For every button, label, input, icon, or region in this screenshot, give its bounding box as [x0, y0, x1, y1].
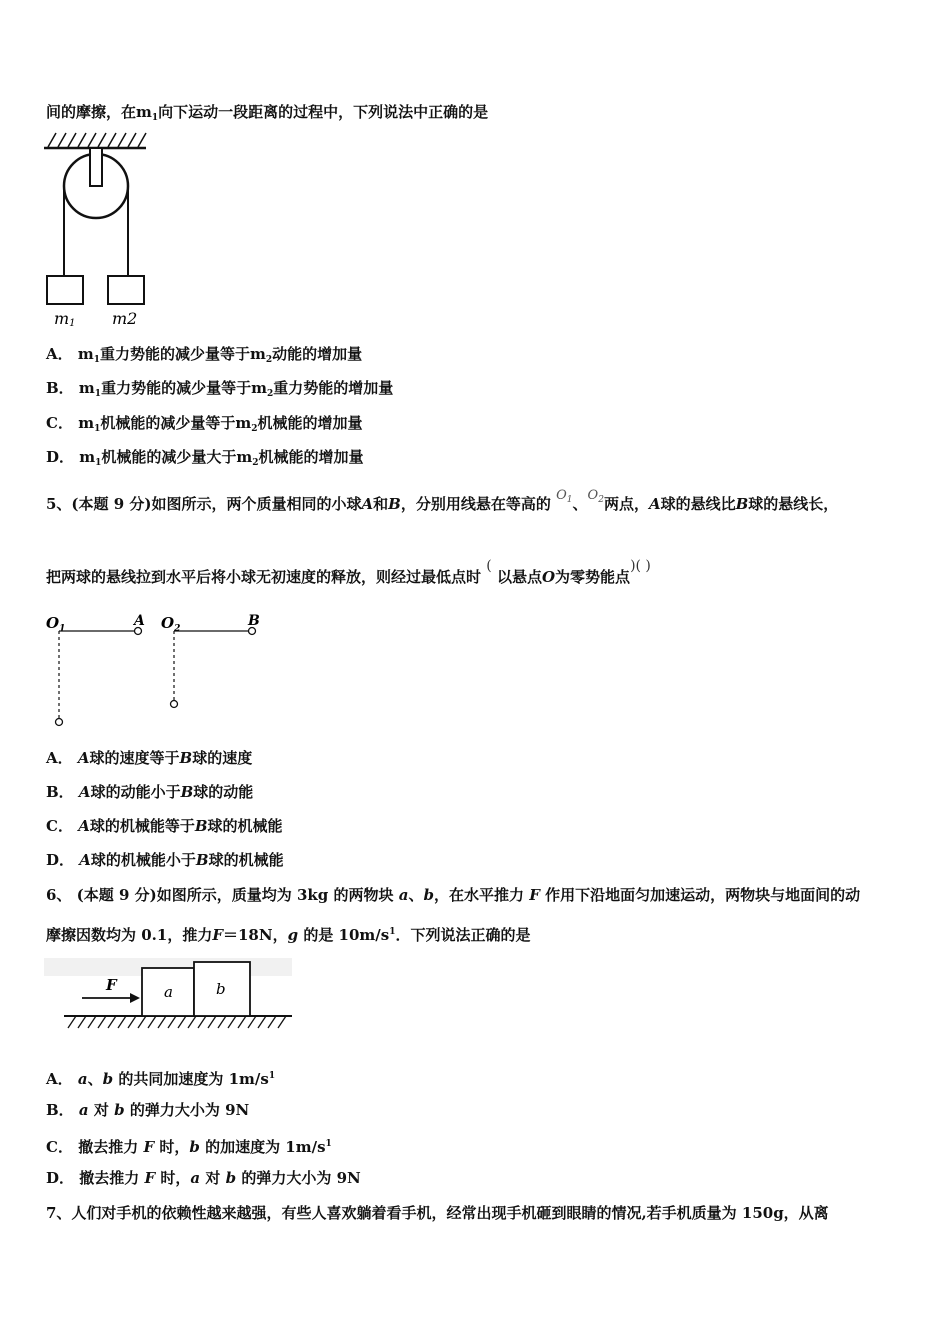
svg-text:m1: m1 — [54, 309, 76, 329]
q5-option-c[interactable]: C． A球的机械能等于B球的机械能 — [46, 817, 283, 835]
q6-option-a[interactable]: A． a、b 的共同加速度为 $1m/s^1$ — [46, 1070, 276, 1088]
pulley-axle-mount — [90, 148, 102, 186]
ball-a-bottom — [56, 719, 63, 726]
svg-text:O2: $O_2$ — [161, 614, 181, 634]
block-m1 — [47, 276, 83, 304]
q4-option-a[interactable]: A． $m_1$重力势能的减少量等于$m_2$动能的增加量 — [46, 345, 363, 365]
q6-option-c[interactable]: C． 撤去推力 F 时，b 的加速度为 $1m/s^1$ — [46, 1138, 332, 1156]
ball-b-bottom — [171, 701, 178, 708]
q4-option-b[interactable]: B． $m_1$重力势能的减少量等于$m_2$重力势能的增加量 — [46, 379, 394, 399]
q6-stem-line1: 6、 (本题 9 分)如图所示，质量均为 3kg 的两物块 a、b，在水平推力 F 作用下沿地面匀加速运动，两物块与地面间的动 — [46, 886, 861, 904]
pendulum-figure — [44, 608, 284, 733]
blocks-figure — [44, 952, 296, 1038]
svg-text:O1: $O_1$ — [46, 614, 66, 634]
svg-text:A: A — [134, 613, 145, 629]
q5-option-a[interactable]: A． A球的速度等于B球的速度 — [46, 749, 253, 767]
q6-option-b[interactable]: B． a 对 b 的弹力大小为 9N — [46, 1101, 250, 1119]
svg-text:a: a — [164, 983, 173, 1001]
q4-option-c[interactable]: C． $m_1$机械能的减少量等于$m_2$机械能的增加量 — [46, 414, 363, 434]
q5-stem-line2: 把两球的悬线拉到水平后将小球无初速度的释放，则经过最低点时 ( 以悬点O为零势能点)( ) — [46, 558, 651, 586]
q4-stem: 间的摩擦，在$m_1$向下运动一段距离的过程中，下列说法中正确的是 — [46, 103, 489, 123]
block-m2 — [108, 276, 144, 304]
q6-option-d[interactable]: D． 撤去推力 F 时，a 对 b 的弹力大小为 9N — [46, 1169, 361, 1187]
svg-text:F: F — [106, 976, 117, 994]
q4-option-d[interactable]: D． $m_1$机械能的减少量大于$m_2$机械能的增加量 — [46, 448, 364, 468]
q7-stem: 7、人们对手机的依赖性越来越强，有些人喜欢躺着看手机，经常出现手机砸到眼睛的情况,若手机质量为 150g，从离 — [46, 1204, 829, 1222]
q6-stem-line2: 摩擦因数均为 0.1，推力F＝18N，g 的是 $10m/s^1$．下列说法正确的是 — [46, 926, 531, 944]
svg-text:B: B — [248, 613, 260, 629]
svg-text:m2: m2 — [112, 309, 138, 328]
q5-stem-line1: 5、(本题 9 分)如图所示，两个质量相同的小球A和B，分别用线悬在等高的 $O_1$、$O_2$两点，A球的悬线比B球的悬线长， — [46, 488, 839, 513]
pulley-figure — [44, 128, 154, 328]
q5-option-d[interactable]: D． A球的机械能小于B球的机械能 — [46, 851, 284, 869]
q5-option-b[interactable]: B． A球的动能小于B球的动能 — [46, 783, 254, 801]
svg-text:b: b — [216, 980, 226, 998]
